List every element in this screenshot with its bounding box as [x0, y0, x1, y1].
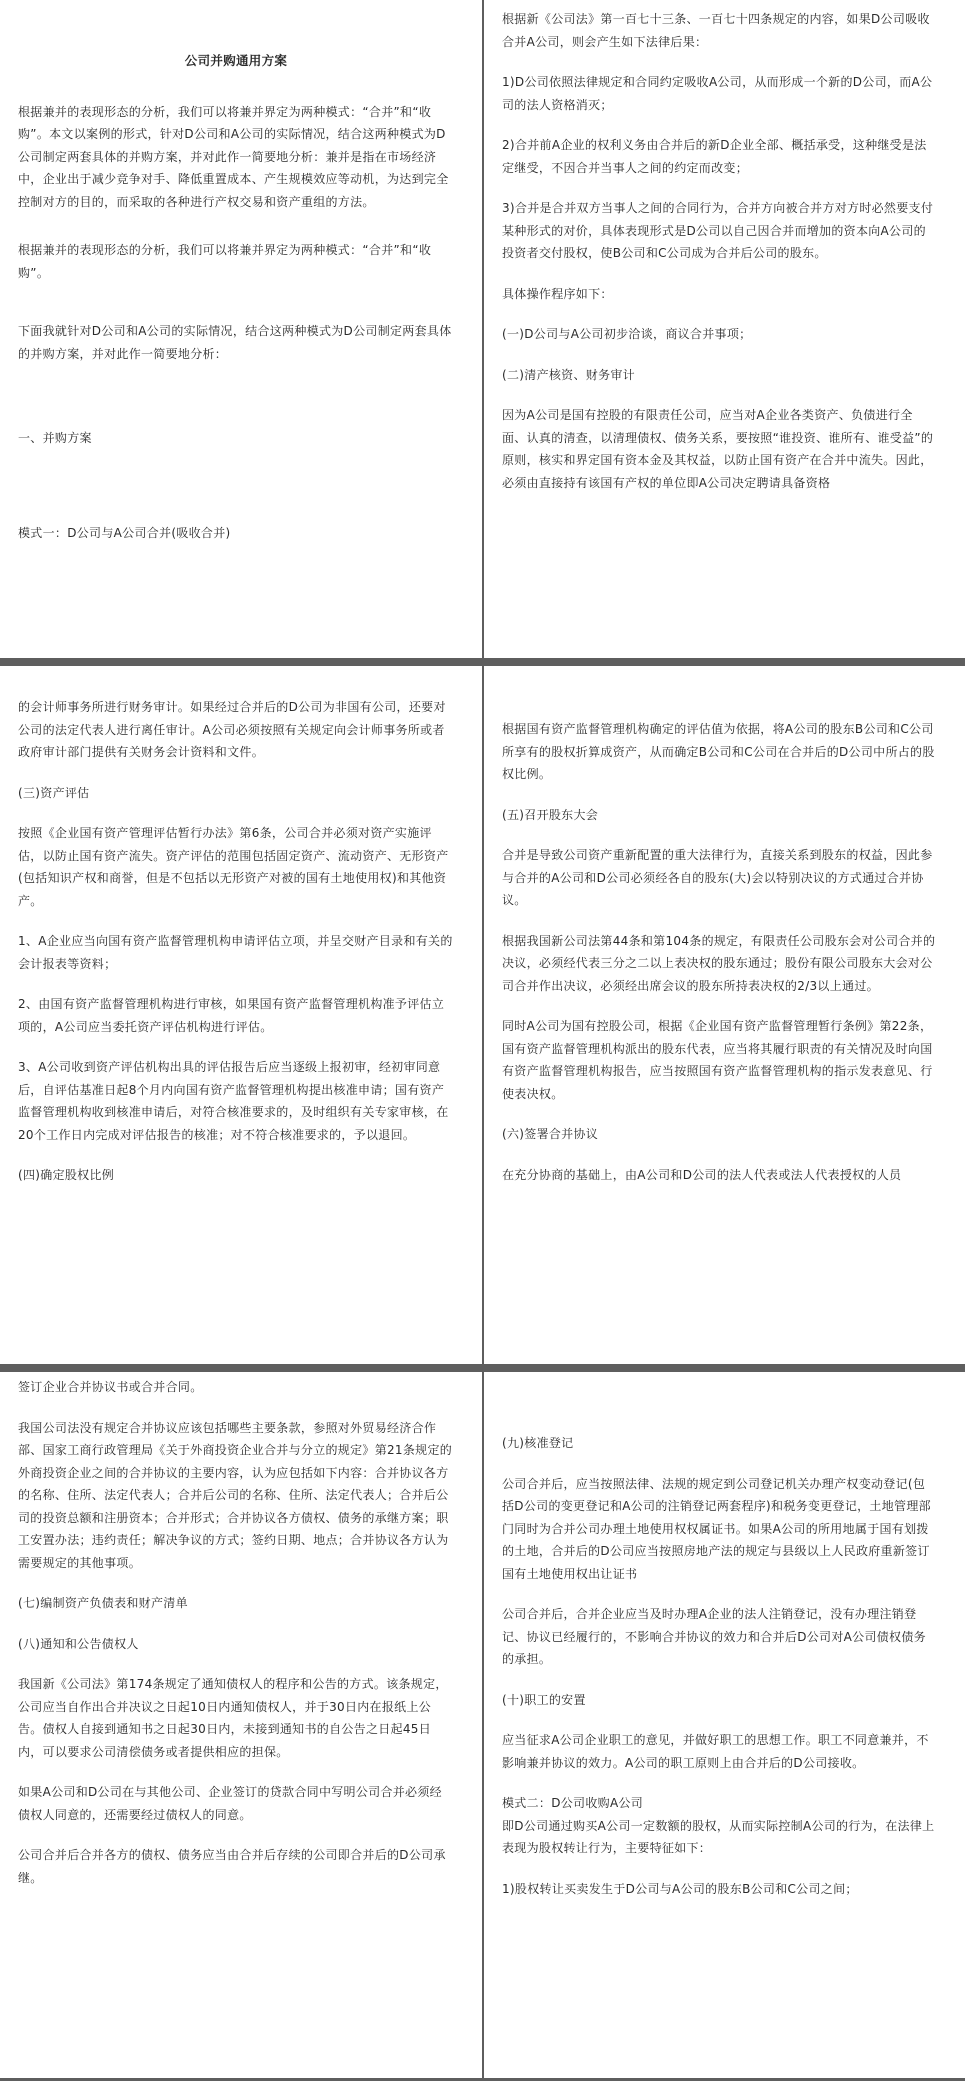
paragraph: 根据我国新公司法第44条和第104条的规定，有限责任公司股东会对公司合并的决议，必须经代表三分之二以上表决权的股东通过；股份有限公司股东大会对公司合并作出决议，必须经出席会议的股东所持表决权的2/3以上通过。: [502, 933, 936, 993]
paragraph: 应当征求A公司企业职工的意见，并做好职工的思想工作。职工不同意兼并，不影响兼并协议的效力。A公司的职工原则上由合并后的D公司接收。: [502, 1733, 929, 1770]
document-page-4: [484, 666, 965, 1364]
paragraph: 公司合并后，合并企业应当及时办理A企业的法人注销登记，没有办理注销登记、协议已经履行的，不影响合并协议的效力和合并后D公司对A公司债权债务的承担。: [502, 1607, 926, 1666]
section-heading: (一)D公司与A公司初步洽谈，商议合并事项；: [502, 327, 752, 341]
section-heading: (五)召开股东大会: [502, 807, 599, 822]
paragraph: 3)合并是合并双方当事人之间的合同行为，合并方向被合并方对方时必然要支付某种形式的对价，具体表现形式是D公司以自己因合并而增加的资本向A公司的投资者交付股权，使B公司和C公司成为合并后公司的股东。: [502, 201, 934, 260]
section-heading: (七)编制资产负债表和财产清单: [18, 1596, 188, 1610]
section-heading: 模式二：D公司收购A公司: [502, 1796, 644, 1810]
page-row-2: [0, 666, 965, 1364]
document-page-5: [0, 1372, 482, 2078]
document-page-2: [484, 0, 965, 658]
paragraph: 因为A公司是国有控股的有限责任公司，应当对A企业各类资产、负债进行全面、认真的清查，以清理债权、债务关系，要按照“谁投资、谁所有、谁受益”的原则，核实和界定国有资本金及其权益，以防止国有资产在合并中流失。因此，必须由直接持有该国有产权的单位即A公司决定聘请具备资格: [502, 408, 934, 490]
section-heading: (六)签署合并协议: [502, 1127, 599, 1141]
paragraph: 合并是导致公司资产重新配置的重大法律行为，直接关系到股东的权益，因此参与合并的A公司和D公司必须经各自的股东(大)会以特别决议的方式通过合并协议。: [502, 848, 933, 907]
paragraph: 根据兼并的表现形态的分析，我们可以将兼并界定为两种模式：“合并”和“收购”。: [18, 243, 432, 280]
paragraph: 1)股权转让买卖发生于D公司与A公司的股东B公司和C公司之间；: [502, 1881, 858, 1896]
page-row-3: [0, 1372, 965, 2078]
section-heading: (八)通知和公告债权人: [18, 1636, 139, 1651]
paragraph: 2)合并前A企业的权利义务由合并后的新D企业全部、概括承受，这种继受是法定继受，不因合并当事人之间的约定而改变；: [502, 138, 927, 175]
paragraph: 如果A公司和D公司在与其他公司、企业签订的贷款合同中写明公司合并必须经债权人同意的，还需要经过债权人的同意。: [18, 1785, 442, 1822]
section-heading: (四)确定股权比例: [18, 1168, 115, 1182]
section-heading: (九)核准登记: [502, 1436, 574, 1450]
paragraph: 根据国有资产监督管理机构确定的评估值为依据，将A公司的股东B公司和C公司所享有的股权折算成资产，从而确定B公司和C公司在合并后的D公司中所占的股权比例。: [502, 722, 935, 781]
paragraph: 根据兼并的表现形态的分析，我们可以将兼并界定为两种模式：“合并”和“收购”。本文以案例的形式，针对D公司和A公司的实际情况，结合这两种模式为D公司制定两套具体的并购方案，并对此作一简要地分析：兼并是指在市场经济中，企业出于减少竞争对手、降低重置成本、产生规模效应等动机，为达到完全控制对方的目的，而采取的各种进行产权交易和资产重组的方法。: [18, 104, 449, 209]
paragraph: 同时A公司为国有控股公司，根据《企业国有资产监督管理暂行条例》第22条，国有资产监督管理机构派出的股东代表，应当将其履行职责的有关情况及时向国有资产监督管理机构报告，应当按照国有资产监督管理机构的指示发表意见、行使表决权。: [502, 1019, 933, 1101]
paragraph: 1)D公司依照法律规定和合同约定吸收A公司，从而形成一个新的D公司，而A公司的法人资格消灭；: [502, 75, 933, 112]
document-title: 公司并购通用方案: [184, 53, 288, 68]
paragraph: 我国新《公司法》第174条规定了通知债权人的程序和公告的方式。该条规定，公司应当自作出合并决议之日起10日内通知债权人，并于30日内在报纸上公告。债权人自接到通知书之日起30日内，未接到通知书的自公告之日起45日内，可以要求公司清偿债务或者提供相应的担保。: [18, 1677, 448, 1759]
paragraph: 公司合并后，应当按照法律、法规的规定到公司登记机关办理产权变动登记(包括D公司的变更登记和A公司的注销登记两套程序)和税务变更登记，土地管理部门同时为合并公司办理土地使用权权属证书。如果A公司的所用地属于国有划拨的土地，合并后的D公司应当按照房地产法的规定与县级以上人民政府重新签订国有土地使用权出让证书: [502, 1476, 931, 1581]
paragraph: 按照《企业国有资产管理评估暂行办法》第6条，公司合并必须对资产实施评估，以防止国有资产流失。资产评估的范围包括固定资产、流动资产、无形资产(包括知识产权和商誉，但是不包括以无形资产对被的国有土地使用权)和其他资产。: [18, 826, 449, 908]
paragraph: 模式一：D公司与A公司合并(吸收合并): [18, 525, 231, 540]
paragraph: 根据新《公司法》第一百七十三条、一百七十四条规定的内容，如果D公司吸收合并A公司，则会产生如下法律后果：: [502, 12, 930, 49]
section-heading: (三)资产评估: [18, 785, 90, 800]
paragraph: 下面我就针对D公司和A公司的实际情况，结合这两种模式为D公司制定两套具体的并购方案，并对此作一简要地分析：: [18, 324, 452, 361]
paragraph: 1、A企业应当向国有资产监督管理机构申请评估立项，并呈交财产目录和有关的会计报表等资料；: [18, 934, 453, 971]
section-heading: (十)职工的安置: [502, 1692, 586, 1707]
paragraph: 具体操作程序如下：: [502, 286, 613, 301]
paragraph: 我国公司法没有规定合并协议应该包括哪些主要条款，参照对外贸易经济合作部、国家工商行政管理局《关于外商投资企业合并与分立的规定》第21条规定的外商投资企业之间的合并协议的主要内容，认为应包括如下内容：合并协议各方的名称、住所、法定代表人；合并后公司的名称、住所、法定代表人；合并后公司的投资总额和注册资本；合并形式；合并协议各方债权、债务的承继方案；职工安置办法；违约责任；解决争议的方式；签约日期、地点；合并协议各方认为需要规定的其他事项。: [18, 1420, 453, 1570]
section-heading: 一、并购方案: [18, 431, 92, 445]
page-row-1: [0, 0, 965, 658]
paragraph: 3、A公司收到资产评估机构出具的评估报告后应当逐级上报初审，经初审同意后，自评估基准日起8个月内向国有资产监督管理机构提出核准申请；国有资产监督管理机构收到核准申请后，对符合核准要求的，及时组织有关专家审核，在20个工作日内完成对评估报告的核准；对不符合核准要求的，予以退回。: [18, 1060, 449, 1142]
paragraph: 公司合并后合并各方的债权、债务应当由合并后存续的公司即合并后的D公司承继。: [18, 1848, 446, 1885]
paragraph: 2、由国有资产监督管理机构进行审核，如果国有资产监督管理机构准予评估立项的，A公司应当委托资产评估机构进行评估。: [18, 997, 445, 1034]
document-page-3: [0, 666, 482, 1364]
document-page-6: [484, 1372, 965, 2078]
document-page-1: [0, 0, 482, 658]
paragraph: 即D公司通过购买A公司一定数额的股权，从而实际控制A公司的行为，在法律上表现为股权转让行为，主要特征如下：: [502, 1818, 935, 1855]
paragraph: 在充分协商的基础上，由A公司和D公司的法人代表或法人代表授权的人员: [502, 1167, 902, 1182]
section-heading: (二)清产核资、财务审计: [502, 367, 635, 382]
paragraph: 签订企业合并协议书或合并合同。: [18, 1380, 203, 1394]
paragraph: 的会计师事务所进行财务审计。如果经过合并后的D公司为非国有公司，还要对公司的法定代表人进行离任审计。A公司必须按照有关规定向会计师事务所或者政府审计部门提供有关财务会计资料和文件。: [18, 700, 446, 759]
